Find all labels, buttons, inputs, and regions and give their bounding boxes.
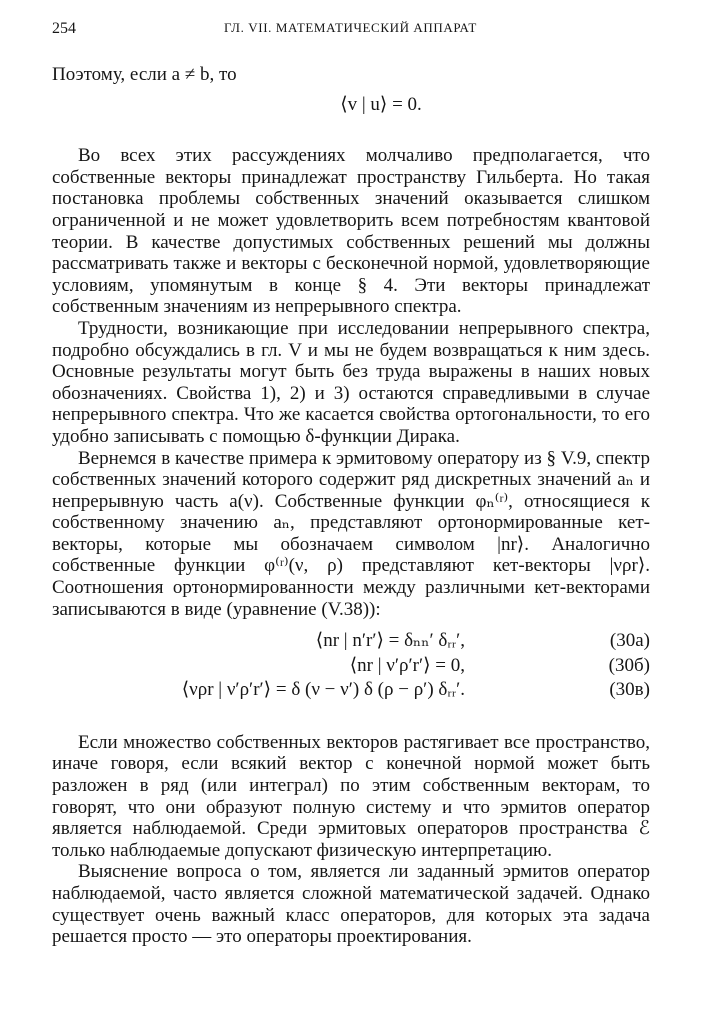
orthonormality-equations <box>52 630 650 704</box>
equation-number: (30а) <box>609 630 650 652</box>
equation-formula: ⟨nr | ν′ρ′r′⟩ = 0, <box>349 654 465 676</box>
running-head: ГЛ. VII. МАТЕМАТИЧЕСКИЙ АППАРАТ <box>224 20 477 35</box>
equation-row <box>52 630 650 655</box>
page-body <box>52 64 650 948</box>
equation-row <box>52 655 650 680</box>
page-number: 254 <box>52 20 76 37</box>
equation-row <box>52 679 650 704</box>
paragraph-observables: Выяснение вопроса о том, является ли заданный эрмитов оператор наблюдаемой, часто является сложной математической задачей. Однако существует очень важный класс операторов, для которых эта задача решается просто — это операторы проектирования. <box>52 861 650 948</box>
intro-line: Поэтому, если a ≠ b, то <box>52 64 237 85</box>
equation-number: (30б) <box>608 654 650 676</box>
equation-formula: ⟨nr | n′r′⟩ = δₙₙ′ δᵣᵣ′, <box>315 630 465 652</box>
equation-formula: ⟨νρr | ν′ρ′r′⟩ = δ (ν − ν′) δ (ρ − ρ′) δᵣᵣ′. <box>181 679 465 701</box>
inner-product-formula: ⟨v | u⟩ = 0. <box>340 93 422 115</box>
page-header <box>52 20 649 42</box>
paragraph-complete-system: Если множество собственных векторов растягивает все пространство, иначе говоря, если всякий вектор с конечной нормой может быть разложен в ряд (или интеграл) по этим собственным векторам, то говорят, что они образуют полную систему и что эрмитов оператор является наблюдаемой. Среди эрмитовых операторов пространства ℰ только наблюдаемые допускают физическую интерпретацию. <box>52 731 650 861</box>
paragraph-difficulties: Трудности, возникающие при исследовании непрерывного спектра, подробно обсуждались в гл. V и мы не будем возвращаться к ним здесь. Основные результаты могут быть без труда выражены в наших новых обозначениях. Свойства 1), 2) и 3) остаются справедливыми в случае непрерывного спектра. Что же касается свойства ортогональности, то его удобно записывать с помощью δ-функции Дирака. <box>52 317 650 447</box>
paragraph-continuous-spectrum: Во всех этих рассуждениях молчаливо предполагается, что собственные векторы принадлежат пространству Гильберта. Но такая постановка проблемы собственных значений оказывается слишком ограниченной и не может удовлетворить всем потребностям квантовой теории. В качестве допустимых собственных решений мы должны рассматривать также и векторы с бесконечной нормой, удовлетворяющие условиям, упомянутым в конце § 4. Эти векторы принадлежат собственным значениям из непрерывного спектра. <box>52 145 650 318</box>
paragraph-example: Вернемся в качестве примера к эрмитовому оператору из § V.9, спектр собственных значений которого содержит ряд дискретных значений aₙ и непрерывную часть a(ν). Собственные функции φₙ⁽ʳ⁾, относящиеся к собственному значению aₙ, представляют ортонормированные кет-векторы, которые мы обозначаем символом |nr⟩. Аналогично собственные функции φ⁽ʳ⁾(ν, ρ) представляют кет-векторы |νρr⟩. Соотношения ортонормированности между различными кет-векторами записываются в виде (уравнение (V.38)): <box>52 447 650 620</box>
equation-number: (30в) <box>609 679 650 701</box>
